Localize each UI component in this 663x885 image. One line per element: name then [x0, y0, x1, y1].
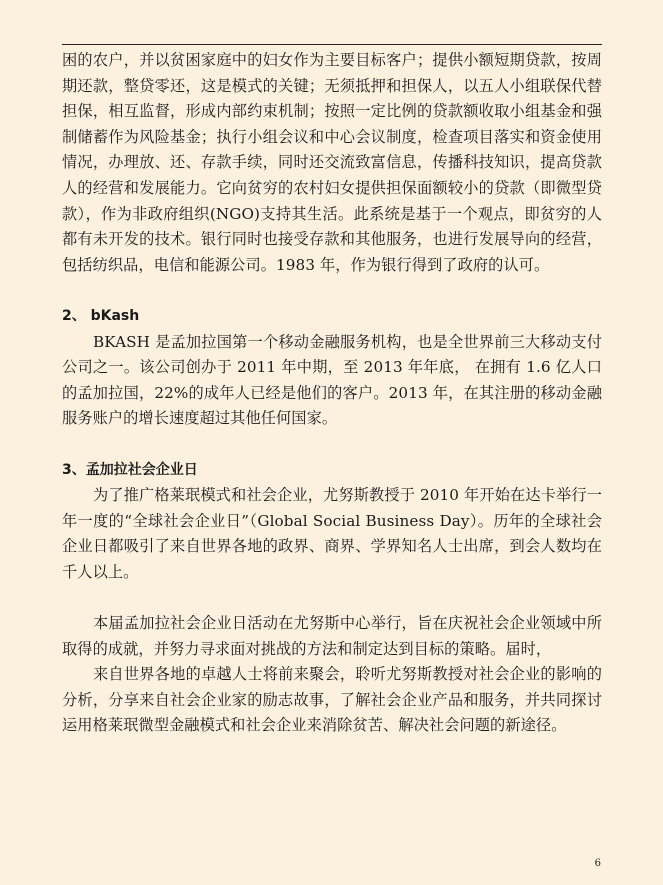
- document-body: [62, 48, 602, 739]
- section-gap: [62, 278, 602, 304]
- section-heading-bkash: 2、 bKash: [62, 307, 140, 324]
- section-heading-social-business-day: 3、孟加拉社会企业日: [62, 461, 198, 478]
- event-paragraph-continued: 来自世界各地的卓越人士将前来聚会，聆听尤努斯教授对社会企业的影响的分析，分享来自社会企业家的励志故事，了解社会企业产品和服务，并共同探讨运用格莱珉微型金融模式和社会企业来消除贫苦、解决社会问题的新途径。: [62, 665, 602, 735]
- page-number: 6: [594, 858, 601, 869]
- section-gap: [62, 432, 602, 458]
- bkash-paragraph: BKASH 是孟加拉国第一个移动金融服务机构，也是全世界前三大移动支付公司之一。该公司创办于 2011 年中期，至 2013 年年底， 在拥有 1.6 亿人口的孟加拉国，22%的成年人已经是他们的客户。2013 年，在其注册的移动金融服务账户的增长速度超过其他任何国家。: [62, 332, 602, 428]
- event-paragraph: 本届孟加拉社会企业日活动在尤努斯中心举行，旨在庆祝社会企业领域中所取得的成就，并努力寻求面对挑战的方法和制定达到目标的策略。届时，: [62, 614, 602, 658]
- continued-paragraph: 困的农户，并以贫困家庭中的妇女作为主要目标客户；提供小额短期贷款，按周期还款，整贷零还，这是模式的关键；无须抵押和担保人，以五人小组联保代替担保，相互监督，形成内部约束机制；按照一定比例的贷款额收取小组基金和强制储蓄作为风险基金；执行小组会议和中心会议制度，检查项目落实和资金使用情况，办理放、还、存款手续，同时还交流致富信息，传播科技知识，提高贷款人的经营和发展能力。它向贫穷的农村妇女提供担保面额较小的贷款（即微型贷款），作为非政府组织(NGO)支持其生活。此系统是基于一个观点，即贫穷的人都有未开发的技术。银行同时也接受存款和其他服务，也进行发展导向的经营，包括纺织品，电信和能源公司。1983 年，作为银行得到了政府的认可。: [62, 51, 602, 274]
- header-rule: [62, 44, 602, 45]
- section-gap: [62, 585, 602, 611]
- social-business-day-paragraph: 为了推广格莱珉模式和社会企业，尤努斯教授于 2010 年开始在达卡举行一年一度的“全球社会企业日”（Global Social Business Day）。历年的全球社会企业日都吸引了来自世界各地的政界、商界、学界知名人士出席，到会人数均在千人以上。: [62, 486, 602, 581]
